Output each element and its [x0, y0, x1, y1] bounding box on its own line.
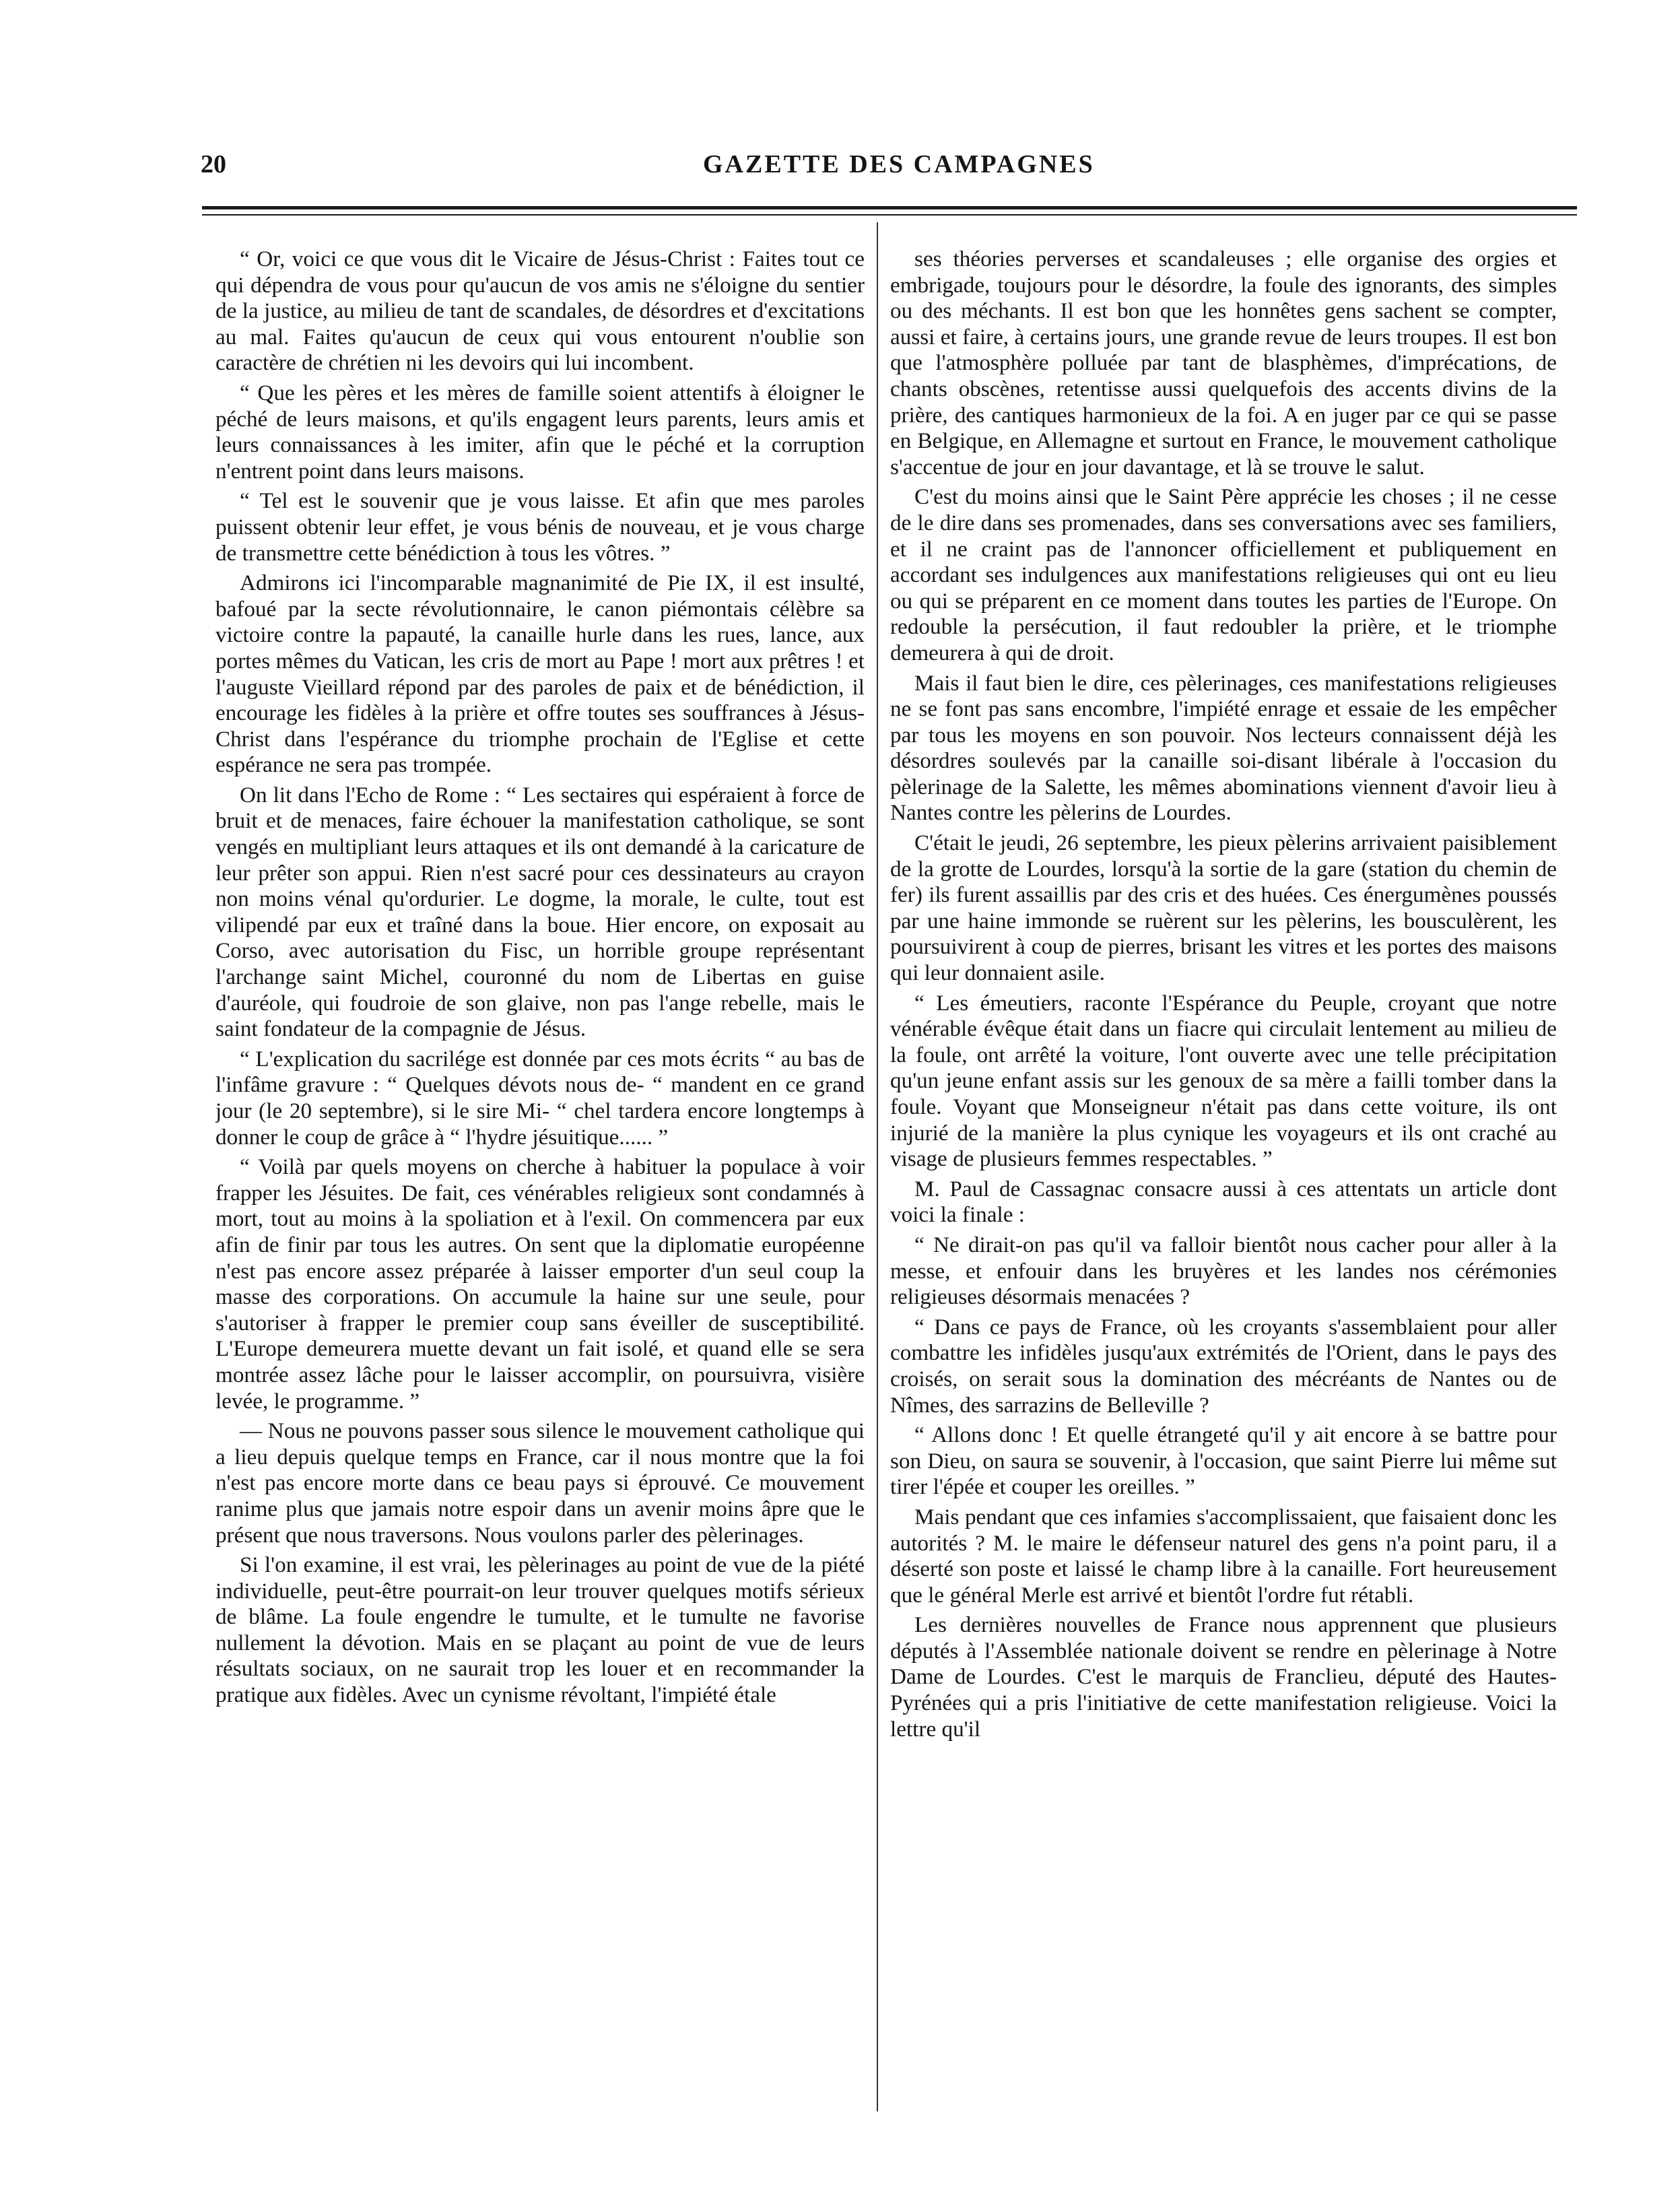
- running-title: GAZETTE DES CAMPAGNES: [703, 150, 1095, 178]
- paragraph: C'est du moins ainsi que le Saint Père apprécie les choses ; il ne cesse de le dire dans ses promenades, dans ses conversations avec ses familiers, et il ne craint pas de l'annoncer officiellement et publiquement en accordant ses indulgences aux manifestations religieuses qui ont eu lieu ou qui se préparent en ce moment dans toutes les parties de l'Europe. On redouble la persécution, il faut redoubler la prière, et le triomphe demeurera à qui de droit.: [890, 484, 1557, 665]
- paragraph: “ Tel est le souvenir que je vous laisse. Et afin que mes paroles puissent obtenir leur effet, je vous bénis de nouveau, et je vous charge de transmettre cette bénédiction à tous les vôtres. ”: [215, 488, 865, 566]
- paragraph: Si l'on examine, il est vrai, les pèlerinages au point de vue de la piété individuelle, peut-être pourrait-on leur trouver quelques motifs sérieux de blâme. La foule engendre le tumulte, et le tumulte ne favorise nullement la dévotion. Mais en se plaçant au point de vue de leurs résultats sociaux, on ne saurait trop les louer et en recommander la pratique aux fidèles. Avec un cynisme révoltant, l'impiété étale: [215, 1552, 865, 1708]
- page-number: 20: [201, 150, 226, 178]
- column-divider: [877, 222, 878, 2111]
- paragraph: M. Paul de Cassagnac consacre aussi à ces attentats un article dont voici la finale :: [890, 1176, 1557, 1228]
- paragraph: Admirons ici l'incomparable magnanimité de Pie IX, il est insulté, bafoué par la secte révolutionnaire, le canon piémontais célèbre sa victoire contre la papauté, la canaille hurle dans les rues, lance, aux portes mêmes du Vatican, les cris de mort au Pape ! mort aux prêtres ! et l'auguste Vieillard répond par des paroles de paix et de bénédiction, il encourage les fidèles à la prière et offre toutes ses souffrances à Jésus-Christ dans l'espérance du triomphe prochain de l'Eglise et cette espérance ne sera pas trompée.: [215, 570, 865, 778]
- paragraph: “ Dans ce pays de France, où les croyants s'assemblaient pour aller combattre les infidèles jusqu'aux extrémités de l'Orient, dans le pays des croisés, on serait sous la domination des mécréants de Nantes ou de Nîmes, des sarrazins de Belleville ?: [890, 1314, 1557, 1418]
- left-column: [215, 246, 865, 2112]
- paragraph: “ Or, voici ce que vous dit le Vicaire de Jésus-Christ : Faites tout ce qui dépendra de vous pour qu'aucun de vos amis ne s'éloigne du sentier de la justice, au milieu de tant de scandales, de désordres et d'excitations au mal. Faites qu'aucun de ceux qui vous entourent n'oublie son caractère de chrétien ni les devoirs qui lui incombent.: [215, 246, 865, 376]
- paragraph: “ Allons donc ! Et quelle étrangeté qu'il y ait encore à se battre pour son Dieu, on saura se souvenir, à l'occasion, que saint Pierre lui même sut tirer l'épée et couper les oreilles. ”: [890, 1422, 1557, 1500]
- paragraph: “ L'explication du sacrilége est donnée par ces mots écrits “ au bas de l'infâme gravure : “ Quelques dévots nous de- “ mandent en ce grand jour (le 20 septembre), si le sire Mi- “ chel tardera encore longtemps à donner le coup de grâce à “ l'hydre jésuitique...... ”: [215, 1046, 865, 1150]
- paragraph: “ Voilà par quels moyens on cherche à habituer la populace à voir frapper les Jésuites. De fait, ces vénérables religieux sont condamnés à mort, tout au moins à la spoliation et à l'exil. On commencera par eux afin de finir par tous les autres. On sent que la diplomatie européenne n'est pas encore assez préparée à laisser emporter d'un seul coup la masse des corporations. On accumule la haine sur une seule, pour s'autoriser à frapper le premier coup sans éveiller de susceptibilité. L'Europe demeurera muette devant un fait isolé, et quand elle se sera montrée assez lâche pour le laisser accomplir, on poursuivra, visière levée, le programme. ”: [215, 1154, 865, 1414]
- paragraph: Mais pendant que ces infamies s'accomplissaient, que faisaient donc les autorités ? M. le maire le défenseur naturel des gens n'a point paru, il a déserté son poste et laissé le champ libre à la canaille. Fort heureusement que le général Merle est arrivé et bientôt l'ordre fut rétabli.: [890, 1504, 1557, 1608]
- right-column: [890, 246, 1557, 2112]
- paragraph: ses théories perverses et scandaleuses ; elle organise des orgies et embrigade, toujours pour le désordre, la foule des ignorants, des simples ou des méchants. Il est bon que les honnêtes gens sachent se compter, aussi et faire, à certains jours, une grande revue de leurs troupes. Il est bon que l'atmosphère polluée par tant de blasphèmes, d'imprécations, de chants obscènes, retentisse aussi quelquefois des accents divins de la prière, des cantiques harmonieux de la foi. A en juger par ce qui se passe en Belgique, en Allemagne et surtout en France, le mouvement catholique s'accentue de jour en jour davantage, et là se trouve le salut.: [890, 246, 1557, 480]
- paragraph: — Nous ne pouvons passer sous silence le mouvement catholique qui a lieu depuis quelque temps en France, car il nous montre que la foi n'est pas encore morte dans ce beau pays si éprouvé. Ce mouvement ranime plus que jamais notre espoir dans un avenir moins âpre que le présent que nous traversons. Nous voulons parler des pèlerinages.: [215, 1418, 865, 1548]
- paragraph: On lit dans l'Echo de Rome : “ Les sectaires qui espéraient à force de bruit et de menaces, faire échouer la manifestation catholique, se sont vengés en multipliant leurs attaques et ils ont demandé à la caricature de leur prêter son appui. Rien n'est sacré pour ces dessinateurs au crayon non moins vénal qu'ordurier. Le dogme, la morale, le culte, tout est vilipendé par eux et traîné dans la boue. Hier encore, on exposait au Corso, avec autorisation du Fisc, un horrible groupe représentant l'archange saint Michel, couronné du nom de Libertas en guise d'auréole, qui foudroie de son glaive, non pas l'ange rebelle, mais le saint fondateur de la compagnie de Jésus.: [215, 782, 865, 1042]
- paragraph: Les dernières nouvelles de France nous apprennent que plusieurs députés à l'Assemblée nationale doivent se rendre en pèlerinage à Notre Dame de Lourdes. C'est le marquis de Franclieu, député des Hautes-Pyrénées qui a pris l'initiative de cette manifestation religieuse. Voici la lettre qu'il: [890, 1612, 1557, 1742]
- paragraph: “ Les émeutiers, raconte l'Espérance du Peuple, croyant que notre vénérable évêque était dans un fiacre qui circulait lentement au milieu de la foule, ont arrêté la voiture, l'ont ouverte avec une telle précipitation qu'un jeune enfant assis sur les genoux de sa mère a failli tomber dans la foule. Voyant que Monseigneur n'était pas dans cette voiture, ils ont injurié de la manière la plus cynique les voyageurs et ils ont craché au visage de plusieurs femmes respectables. ”: [890, 990, 1557, 1172]
- header-rule-thin: [202, 214, 1577, 216]
- paragraph: C'était le jeudi, 26 septembre, les pieux pèlerins arrivaient paisiblement de la grotte de Lourdes, lorsqu'à la sortie de la gare (station du chemin de fer) ils furent assaillis par des cris et des huées. Ces énergumènes poussés par une haine immonde se ruèrent sur les pèlerins, les bousculèrent, les poursuivirent à coup de pierres, brisant les vitres et les portes des maisons qui leur donnaient asile.: [890, 830, 1557, 986]
- paragraph: “ Ne dirait-on pas qu'il va falloir bientôt nous cacher pour aller à la messe, et enfouir dans les bruyères et les landes nos cérémonies religieuses désormais menacées ?: [890, 1232, 1557, 1310]
- header-rule-thick: [202, 206, 1577, 209]
- paragraph: Mais il faut bien le dire, ces pèlerinages, ces manifestations religieuses ne se font pas sans encombre, l'impiété enrage et essaie de les empêcher par tous les moyens en son pouvoir. Nos lecteurs connaissent déjà les désordres soulevés par la canaille soi-disant libérale à l'occasion du pèlerinage de la Salette, les mêmes abominations viennent d'avoir lieu à Nantes contre les pèlerins de Lourdes.: [890, 670, 1557, 826]
- paragraph: “ Que les pères et les mères de famille soient attentifs à éloigner le péché de leurs maisons, et qu'ils engagent leurs parents, leurs amis et leurs connaissances à les imiter, afin que le péché et la corruption n'entrent point dans leurs maisons.: [215, 380, 865, 484]
